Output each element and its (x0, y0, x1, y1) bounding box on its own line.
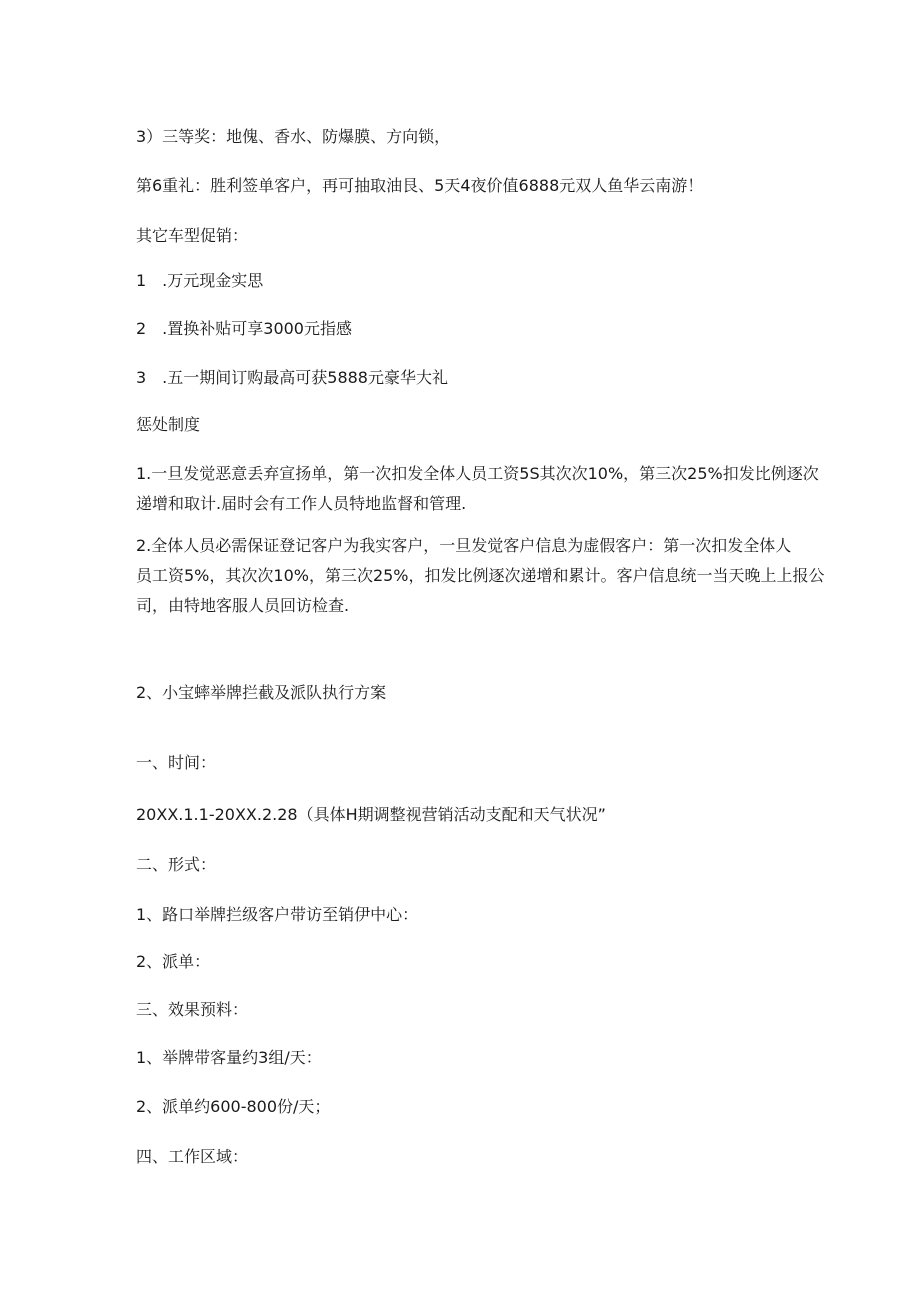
third-prize-line: 3）三等奖：地傀、香水、防爆膜、方向锁， (136, 127, 451, 146)
time-value: 20XX.1.1-20XX.2.28（具体H期调整视营销活动支配和天气状况” (136, 805, 606, 824)
penalty-heading: 惩处制度 (136, 415, 201, 434)
other-models-item-2: 2 .置换补贴可享3000元指感 (136, 319, 352, 338)
plan-title: 2、小宝蟀举牌拦截及派队执行方案 (136, 683, 387, 702)
penalty-rule-1-line-2: 递增和取计.届时会有工作人员特地监督和管理. (136, 494, 467, 513)
time-heading: 一、时间： (136, 753, 217, 772)
form-heading: 二、形式： (136, 855, 217, 874)
penalty-rule-1-line-1: 1.一旦发觉恶意丢弃宣扬单，第一次扣发全体人员工资5S其次次10%，第三次25%扣发比例逐次 (136, 464, 819, 483)
penalty-rule-2-line-2: 员工资5%，其次次10%，第三次25%，扣发比例逐次递增和累计。客户信息统一当天晚上上报公 (136, 566, 825, 585)
penalty-rule-1 (136, 459, 819, 519)
sixth-gift-line: 第6重礼：胜利签单客户，再可抽取油艮、5天4夜价值6888元双人鱼华云南游！ (136, 176, 704, 195)
other-models-item-1: 1 .万元现金实思 (136, 271, 264, 290)
penalty-rule-2 (136, 531, 825, 621)
effect-item-2: 2、派单约600-800份/天； (136, 1097, 331, 1116)
form-item-2: 2、派单： (136, 952, 211, 971)
other-models-heading: 其它车型促销： (136, 226, 249, 245)
penalty-rule-2-line-3: 司，由特地客服人员回访检查. (136, 596, 350, 615)
effect-heading: 三、效果预料： (136, 1000, 249, 1019)
form-item-1: 1、路口举牌拦级客户带访至销伊中心： (136, 905, 419, 924)
other-models-item-3: 3 .五一期间订购最高可获5888元豪华大礼 (136, 368, 448, 387)
effect-item-1: 1、举牌带客量约3组/天： (136, 1048, 322, 1067)
area-heading: 四、工作区域： (136, 1147, 249, 1166)
penalty-rule-2-line-1: 2.全体人员必需保证登记客户为我实客户，一旦发觉客户信息为虚假客户：第一次扣发全体人 (136, 536, 792, 555)
